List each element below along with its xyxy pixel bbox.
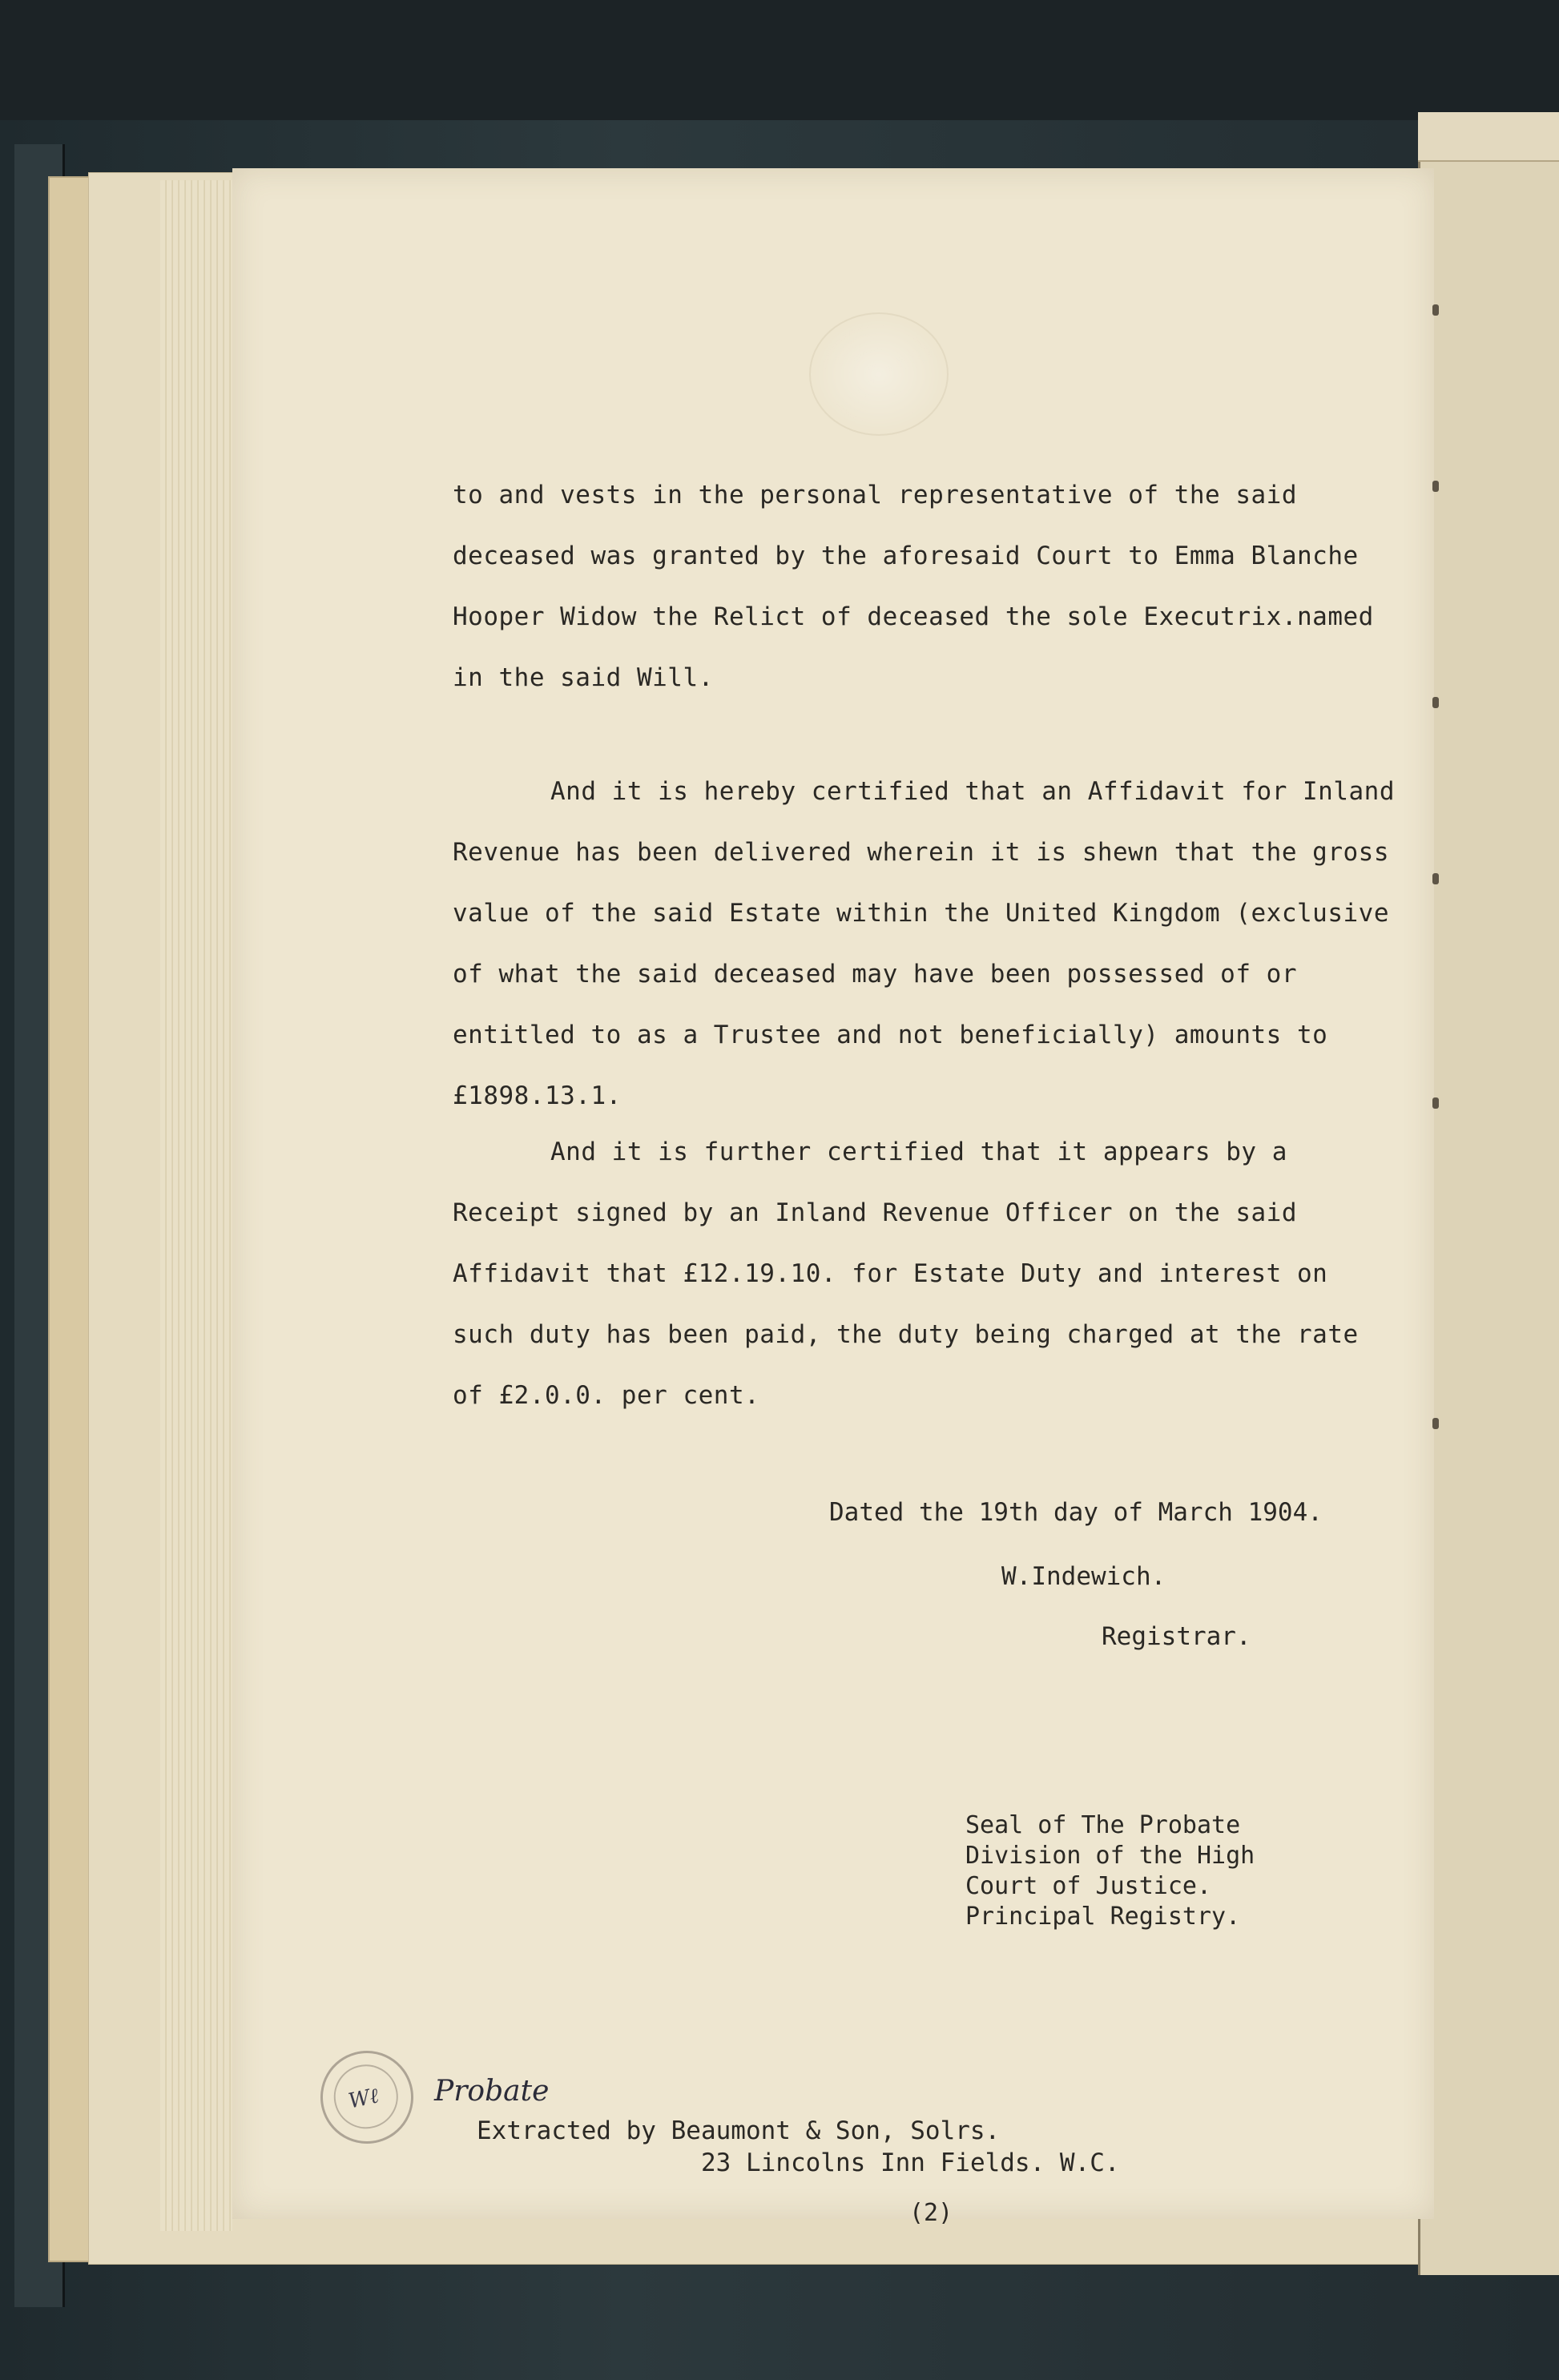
seal-note-line: Seal of The Probate	[965, 1811, 1241, 1839]
text-line: And it is further certified that it appears by a	[550, 1138, 1287, 1166]
seal-note-line: Principal Registry.	[965, 1903, 1241, 1931]
text-line: of £2.0.0. per cent.	[453, 1381, 760, 1410]
embossed-seal-icon	[809, 312, 949, 436]
signature-name: W.Indewich.	[1001, 1562, 1166, 1591]
date-line: Dated the 19th day of March 1904.	[829, 1498, 1323, 1527]
text-line: £1898.13.1.	[453, 1081, 622, 1110]
text-line: deceased was granted by the aforesaid Court to Emma Blanche	[453, 542, 1359, 570]
text-line: And it is hereby certified that an Affidavit for Inland	[550, 777, 1395, 806]
text-line: such duty has been paid, the duty being charged at the rate	[453, 1320, 1359, 1349]
page-number: (2)	[909, 2199, 953, 2227]
text-line: of what the said deceased may have been possessed of or	[453, 960, 1297, 989]
text-line: Revenue has been delivered wherein it is shewn that the gross	[453, 838, 1389, 867]
handwritten-probate: Probate	[434, 2075, 550, 2108]
paragraph-receipt	[453, 1138, 1446, 1442]
extracted-by: Extracted by Beaumont & Son, Solrs.	[477, 2116, 1001, 2145]
solicitor-address: 23 Lincolns Inn Fields. W.C.	[701, 2148, 1120, 2177]
binding-hole	[1432, 304, 1439, 316]
seal-note-line: Division of the High	[965, 1842, 1255, 1870]
text-line: to and vests in the personal representative of the said	[453, 481, 1297, 509]
seal-note	[965, 1810, 1255, 1932]
text-line: Affidavit that £12.19.10. for Estate Duty and interest on	[453, 1259, 1328, 1288]
text-line: in the said Will.	[453, 663, 714, 692]
text-line: Receipt signed by an Inland Revenue Officer on the said	[453, 1198, 1297, 1227]
handwritten-initials: Wℓ	[346, 2084, 381, 2114]
registrar-title: Registrar.	[1102, 1622, 1251, 1651]
text-line: entitled to as a Trustee and not beneficially) amounts to	[453, 1021, 1328, 1049]
text-line: Hooper Widow the Relict of deceased the sole Executrix.named	[453, 602, 1374, 631]
facing-page-top-edge	[1418, 112, 1559, 162]
seal-note-line: Court of Justice.	[965, 1872, 1212, 1900]
page-edges	[160, 180, 232, 2231]
document-page	[232, 168, 1434, 2227]
paragraph-grant	[453, 481, 1446, 724]
text-line: value of the said Estate within the United Kingdom (exclusive	[453, 899, 1389, 928]
paragraph-affidavit	[453, 777, 1446, 1142]
